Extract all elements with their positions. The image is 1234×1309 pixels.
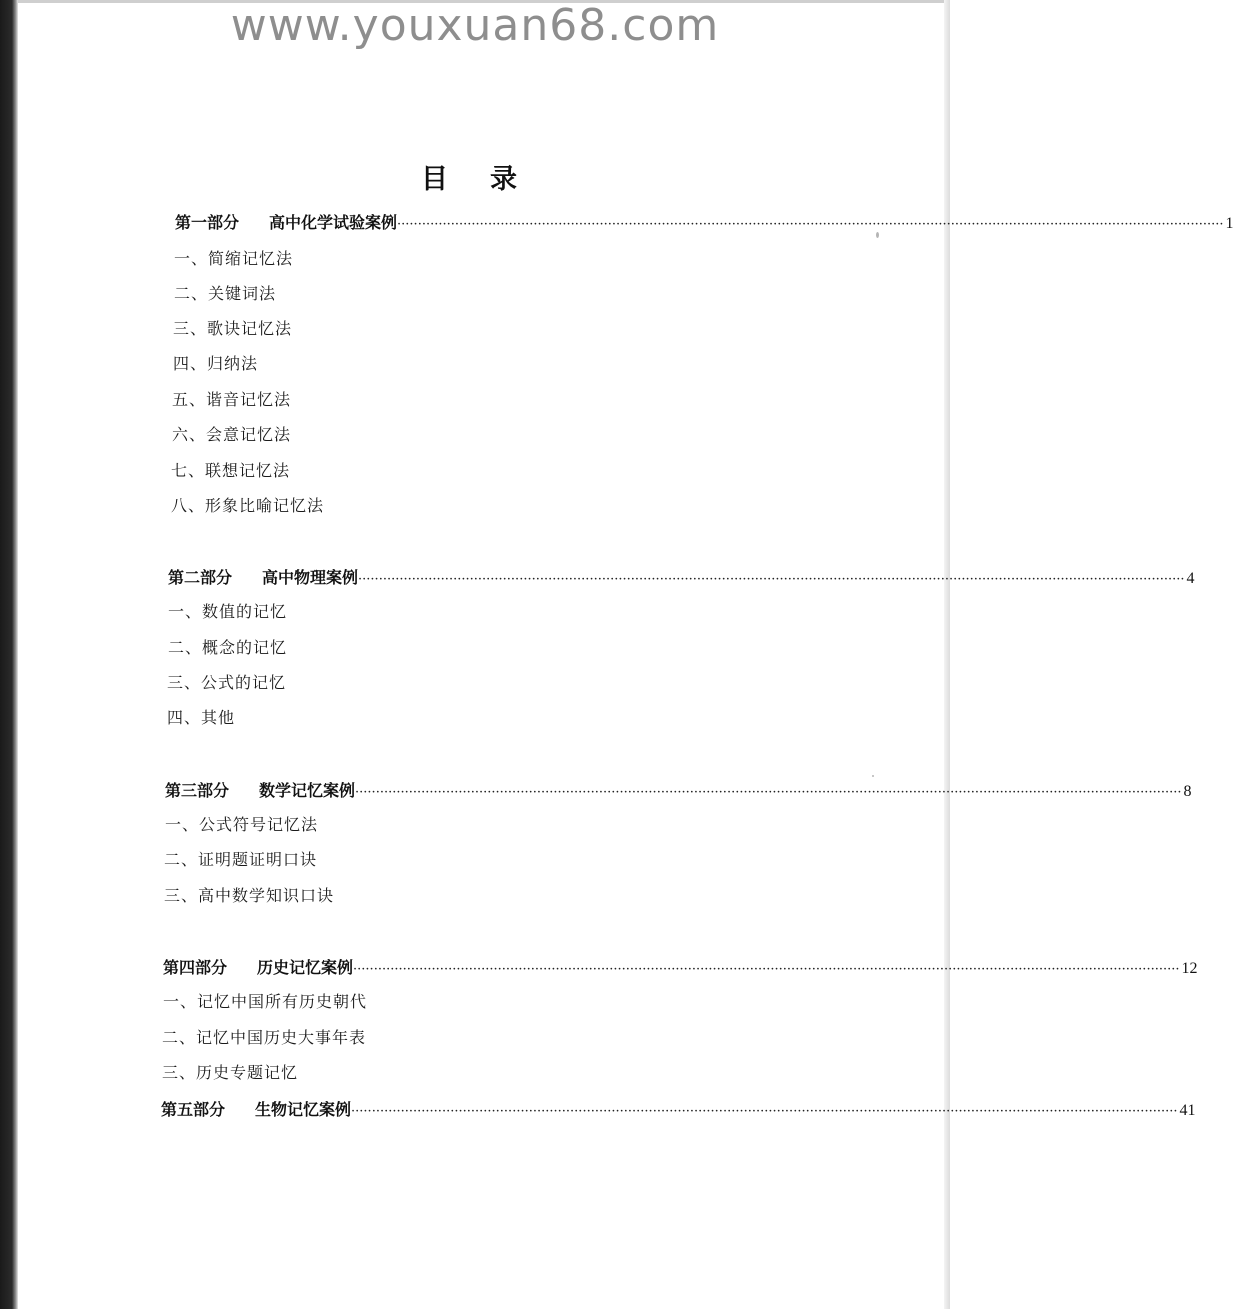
section-title: 生物记忆案例 xyxy=(255,1100,352,1119)
section-page-number: 1 xyxy=(1225,215,1234,232)
toc-entry: 四、其他 xyxy=(167,708,236,727)
scan-speck xyxy=(876,232,879,238)
section-title: 数学记忆案例 xyxy=(259,781,356,800)
section-part-number: 第五部分 xyxy=(161,1100,226,1119)
section-heading-5 xyxy=(161,1099,1196,1123)
dot-leader: ········································································································································································································ xyxy=(358,572,1185,587)
scan-speck xyxy=(872,775,874,777)
section-page-number: 8 xyxy=(1183,783,1192,800)
toc-entry: 八、形象比喻记忆法 xyxy=(171,496,325,515)
dot-leader: ········································································································································································································ xyxy=(351,1104,1178,1119)
toc-entry: 一、记忆中国所有历史朝代 xyxy=(163,992,368,1011)
toc-entry: 六、会意记忆法 xyxy=(172,425,292,444)
toc-entry: 三、高中数学知识口诀 xyxy=(164,886,335,905)
section-part-number: 第二部分 xyxy=(168,568,233,587)
dot-leader: ········································································································································································································ xyxy=(355,785,1182,800)
section-heading-4 xyxy=(163,957,1198,981)
toc-entry: 四、归纳法 xyxy=(173,354,259,373)
page-title: 目录 xyxy=(421,164,559,195)
section-title: 历史记忆案例 xyxy=(257,958,354,977)
toc-entry: 五、谐音记忆法 xyxy=(172,390,292,409)
toc-entry: 七、联想记忆法 xyxy=(171,461,291,480)
dot-leader: ········································································································································································································ xyxy=(353,962,1180,977)
toc-entry: 二、证明题证明口诀 xyxy=(164,850,318,869)
toc-entry: 一、简缩记忆法 xyxy=(174,249,294,268)
section-title: 高中化学试验案例 xyxy=(269,213,398,232)
section-page-number: 12 xyxy=(1181,960,1198,977)
section-page-number: 41 xyxy=(1179,1102,1196,1119)
section-part-number: 第四部分 xyxy=(163,958,228,977)
section-page-number: 4 xyxy=(1186,570,1195,587)
dot-leader: ········································································································································································································ xyxy=(397,217,1224,232)
toc-entry: 一、公式符号记忆法 xyxy=(165,815,319,834)
toc-entry: 三、历史专题记忆 xyxy=(162,1063,299,1082)
section-title: 高中物理案例 xyxy=(262,568,359,587)
watermark: www.youxuan68.com xyxy=(230,0,720,51)
toc-entry: 一、数值的记忆 xyxy=(168,602,288,621)
toc-entry: 二、记忆中国历史大事年表 xyxy=(162,1028,367,1047)
toc-entry: 三、公式的记忆 xyxy=(167,673,287,692)
section-part-number: 第一部分 xyxy=(175,213,240,232)
section-heading-3 xyxy=(165,780,1192,804)
toc-entry: 二、概念的记忆 xyxy=(168,638,288,657)
section-part-number: 第三部分 xyxy=(165,781,230,800)
section-heading-1 xyxy=(175,212,1234,236)
section-heading-2 xyxy=(168,567,1195,591)
toc-entry: 二、关键词法 xyxy=(174,284,277,303)
toc-entry: 三、歌诀记忆法 xyxy=(173,319,293,338)
